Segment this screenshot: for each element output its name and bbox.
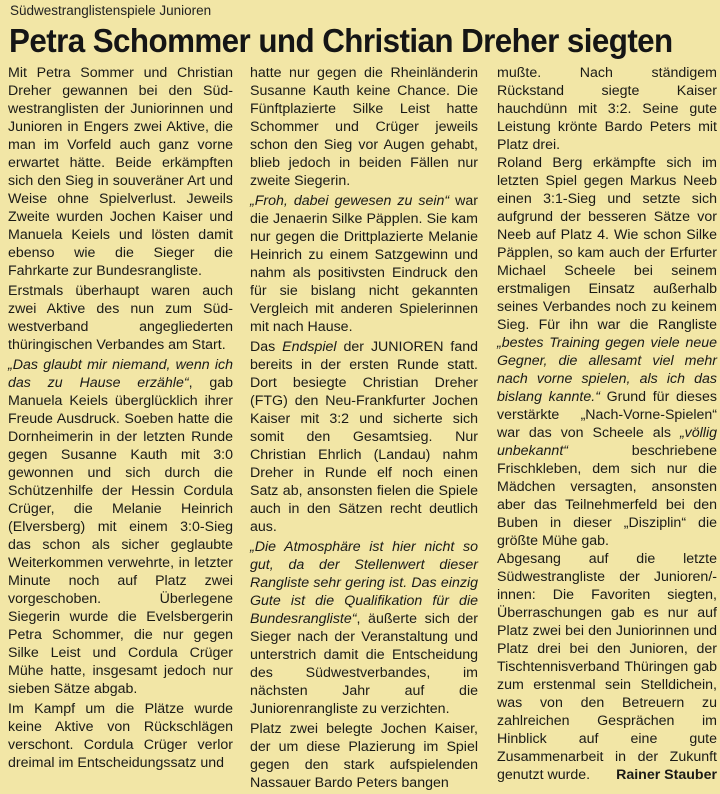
- text: beschriebene Frischkleben, dem sich nur die Mädchen versagten, ansonsten aber das Teilnehmerfeld bei den Buben in dieser „Disziplin“ die größte Mühe gab.: [497, 443, 717, 549]
- paragraph: [8, 356, 233, 698]
- paragraph: [497, 154, 717, 550]
- text: Abgesang auf die letzte Südwestrangliste der Junioren/-innen: Die Favoriten siegten, Überraschungen gab es nur auf Platz zwei bei den Juniorinnen und Platz drei bei den Junioren, der Tischtennisverband Thüringen gab zum erstenmal sein Stelldichein, was von den Betreuern zu zahlreichen Gesprächen im Hinblick auf eine gute Zusammenarbeit in der Zukunft genutzt wurde.: [497, 551, 717, 783]
- quote: „völlig unbekannt“: [497, 425, 717, 459]
- paragraph: Platz zwei belegte Jochen Kaiser, der um diese Plazierung im Spiel gegen den stark aufspielenden Nassauer Bardo Peters bangen: [250, 721, 478, 791]
- text: Roland Berg erkämpfte sich im letzten Spiel gegen Markus Neeb einen 3:1-Sieg und setzte sich aufgrund der besseren Sätze vor Neeb auf Platz 4. Wie schon Silke Päpplen, so kam auch der Erfurter Michael Scheele bei seinem erstmaligen Einsatz außerhalb seines Verbandes noch zu keinem Sieg. Für ihn war die Rangliste: [497, 155, 717, 333]
- paragraph: Mit Petra Sommer und Christian Dreher gewannen bei den Süd-westranglisten der Juniorinnen und Junioren in Engers zwei Aktive, die man im Vorfeld auch ganz vorne erwartet hätte. Beide erkämpften sich den Sieg in souveräner Art und Weise ohne Spielverlust. Jeweils Zweite wurden Jochen Kaiser und Manuela Keiels und lösten damit ebenso wie die Sieger die Fahrkarte zur Bundesrangliste.: [8, 65, 233, 279]
- author-signature: Rainer Stauber: [616, 767, 717, 783]
- quote: „Froh, dabei gewesen zu sein“: [250, 193, 450, 209]
- paragraph: [250, 192, 478, 336]
- paragraph: [497, 550, 717, 784]
- emphasis: Endspiel: [282, 339, 337, 355]
- article-column-2: [250, 64, 478, 794]
- text: war die Jenaerin Silke Päpplen. Sie kam nur gegen die Drittplazierte Melanie Heinrich zu einem Satzgewinn und nahm als positivsten Eindruck den für sie bislang nicht gekannten Vergleich mit anderen Spielerinnen mit nach Hause.: [250, 193, 478, 335]
- text: Grund für dieses verstärkte „Nach-Vorne-Spielen“ war das von Scheele als: [497, 389, 717, 441]
- kicker: Südwestranglistenspiele Junioren: [10, 3, 212, 18]
- text: , gab Manuela Keiels überglücklich ihrer Freude Ausdruck. Soeben hatte die Dornheimerin in der letzten Runde gegen Susanne Kauth mit 3:0 gewonnen und sich durch die Schützenhilfe der Hessin Cordula Crüger, die Melanie Heinrich (Elversberg) mit einem 3:0-Sieg das schon als sicher geglaubte Weiterkommen verwehrte, in letzter Minute noch auf Platz zwei vorgeschoben. Überlegene Siegerin wurde die Evelsbergerin Petra Schommer, die nur gegen Silke Leist und Cordula Crüger Mühe hatte, insgesamt jedoch nur sieben Sätze abgab.: [8, 375, 234, 697]
- paragraph: mußte. Nach ständigem Rückstand siegte Kaiser hauchdünn mit 3:2. Seine gute Leistung krönte Bardo Peters mit Platz drei.: [497, 65, 717, 153]
- quote: „bestes Training gegen viele neue Gegner, die allesamt viel mehr nach vorne spielen, als ich das bislang kannte.“: [497, 335, 717, 405]
- article-column-1: [8, 64, 233, 774]
- paragraph: [250, 338, 478, 536]
- headline: Petra Schommer und Christian Dreher siegten: [9, 22, 673, 59]
- text: , äußerte sich der Sieger nach der Veranstaltung und unterstrich damit die Entscheidung des Südwestverbandes, im nächsten Jahr auf die Juniorenrangliste zu verzichten.: [250, 611, 478, 717]
- quote: „Die Atmosphäre ist hier nicht so gut, da der Stellenwert dieser Rangliste sehr gering ist. Das einzig Gute ist die Qualifikation für die Bundesrangliste“: [250, 539, 478, 627]
- paragraph: [250, 538, 478, 718]
- quote: „Das glaubt mir niemand, wenn ich das zu Hause erzähle“: [8, 357, 233, 391]
- paragraph: Im Kampf um die Plätze wurde keine Aktive von Rückschlägen verschont. Cordula Crüger verlor dreimal im Entscheidungssatz und: [8, 701, 233, 771]
- text: Das: [250, 339, 283, 355]
- article-column-3: [497, 64, 717, 784]
- text: der JUNIOREN fand bereits in der ersten Runde statt. Dort besiegte Christian Dreher (FTG) den Neu-Frankfurter Jochen Kaiser mit 3:2 und sicherte sich somit den Gesamtsieg. Nur Christian Ehrlich (Landau) nahm Dreher in Runde elf noch einen Satz ab, ansonsten fielen die Spiele auch in den Sätzen recht deutlich aus.: [250, 339, 478, 535]
- paragraph: Erstmals überhaupt waren auch zwei Aktive des nun zum Süd-westverband angegliederten thüringischen Verbandes am Start.: [8, 283, 233, 353]
- paragraph: hatte nur gegen die Rheinländerin Susanne Kauth keine Chance. Die Fünftplazierte Silke Leist hatte Schommer und Crüger jeweils schon den Sieg vor Augen gehabt, blieb jedoch in beiden Fällen nur zweite Siegerin.: [250, 65, 478, 189]
